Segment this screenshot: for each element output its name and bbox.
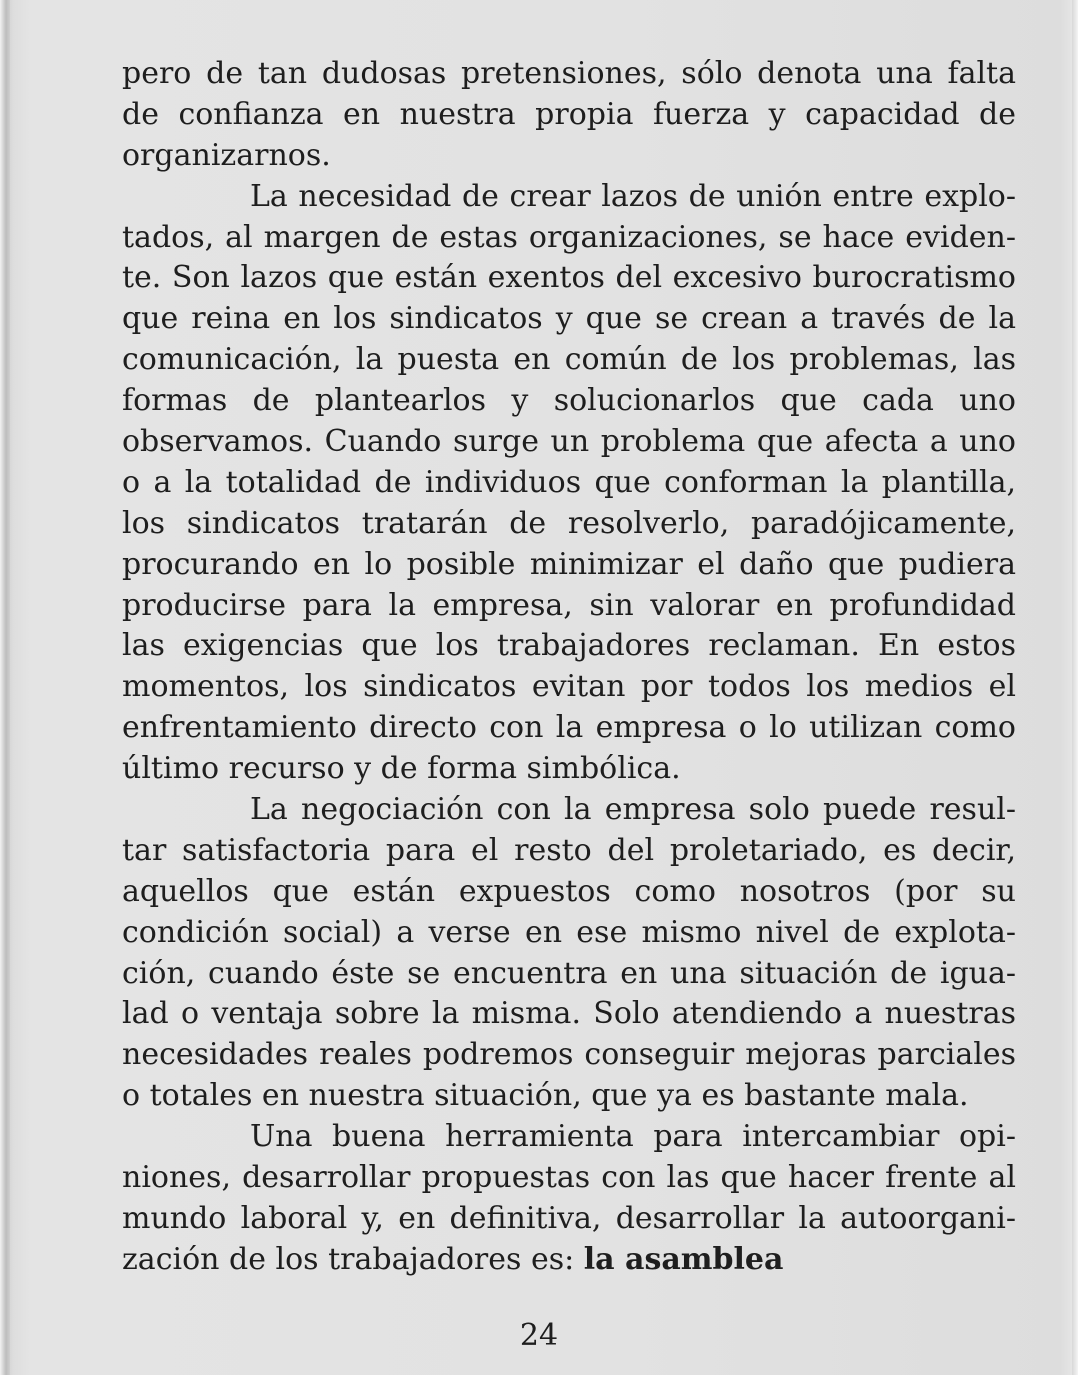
text-line: comunicación, la puesta en común de los problemas, las [122,342,1016,378]
paragraph-start-line: Una buena herramienta para intercambiar opi- [250,1119,1016,1155]
text-line: condición social) a verse en ese mismo nivel de explota- [122,914,1016,950]
text-line: las exigencias que los trabajadores reclaman. En estos [122,628,1016,664]
text-line: organizarnos. [122,137,331,173]
text-line: procurando en lo posible minimizar el daño que pudiera [122,546,1016,582]
text-line: aquellos que están expuestos como nosotros (por su [122,873,1016,909]
body-text [122,54,1016,1281]
text-line: observamos. Cuando surge un problema que afecta a uno [122,424,1016,460]
text-line: enfrentamiento directo con la empresa o lo utilizan como [122,710,1016,746]
final-text-line [122,1240,1016,1281]
paragraph-start-line: La necesidad de crear lazos de unión entre explo- [250,178,1016,214]
text-line: último recurso y de forma simbólica. [122,751,681,787]
text-line: momentos, los sindicatos evitan por todos los medios el [122,669,1016,705]
text-line: de confianza en nuestra propia fuerza y capacidad de [122,96,1016,132]
text-line: tados, al margen de estas organizaciones, se hace eviden- [122,219,1016,255]
text-line: necesidades reales podremos conseguir mejoras parciales [122,1037,1016,1073]
text-line: niones, desarrollar propuestas con las que hacer frente al [122,1160,1016,1196]
page-binding-edge [0,0,10,1375]
text-line: los sindicatos tratarán de resolverlo, paradójicamente, [122,505,1016,541]
text-line: producirse para la empresa, sin valorar en profundidad [122,587,1016,623]
final-line-text: zación de los trabajadores es: [122,1241,584,1277]
emphasized-term: la asamblea [583,1241,784,1277]
text-line: o a la totalidad de individuos que conforman la plantilla, [122,464,1016,500]
text-line: mundo laboral y, en definitiva, desarrollar la autoorgani- [122,1200,1016,1236]
text-line: pero de tan dudosas pretensiones, sólo denota una falta [122,56,1016,91]
paragraph-start-line: La negociación con la empresa solo puede resul- [250,792,1016,828]
text-line: formas de plantearlos y solucionarlos que cada uno [122,383,1016,419]
page-number: 24 [519,1318,559,1353]
text-line: te. Son lazos que están exentos del excesivo burocratismo [122,260,1016,296]
text-line: lad o ventaja sobre la misma. Solo atendiendo a nuestras [122,996,1016,1032]
text-line: o totales en nuestra situación, que ya es bastante mala. [122,1078,969,1114]
text-line: que reina en los sindicatos y que se crean a través de la [122,301,1016,337]
page-right-edge [1072,0,1078,1375]
text-line: tar satisfactoria para el resto del proletariado, es decir, [122,832,1016,868]
text-line: ción, cuando éste se encuentra en una situación de igua- [122,955,1016,991]
